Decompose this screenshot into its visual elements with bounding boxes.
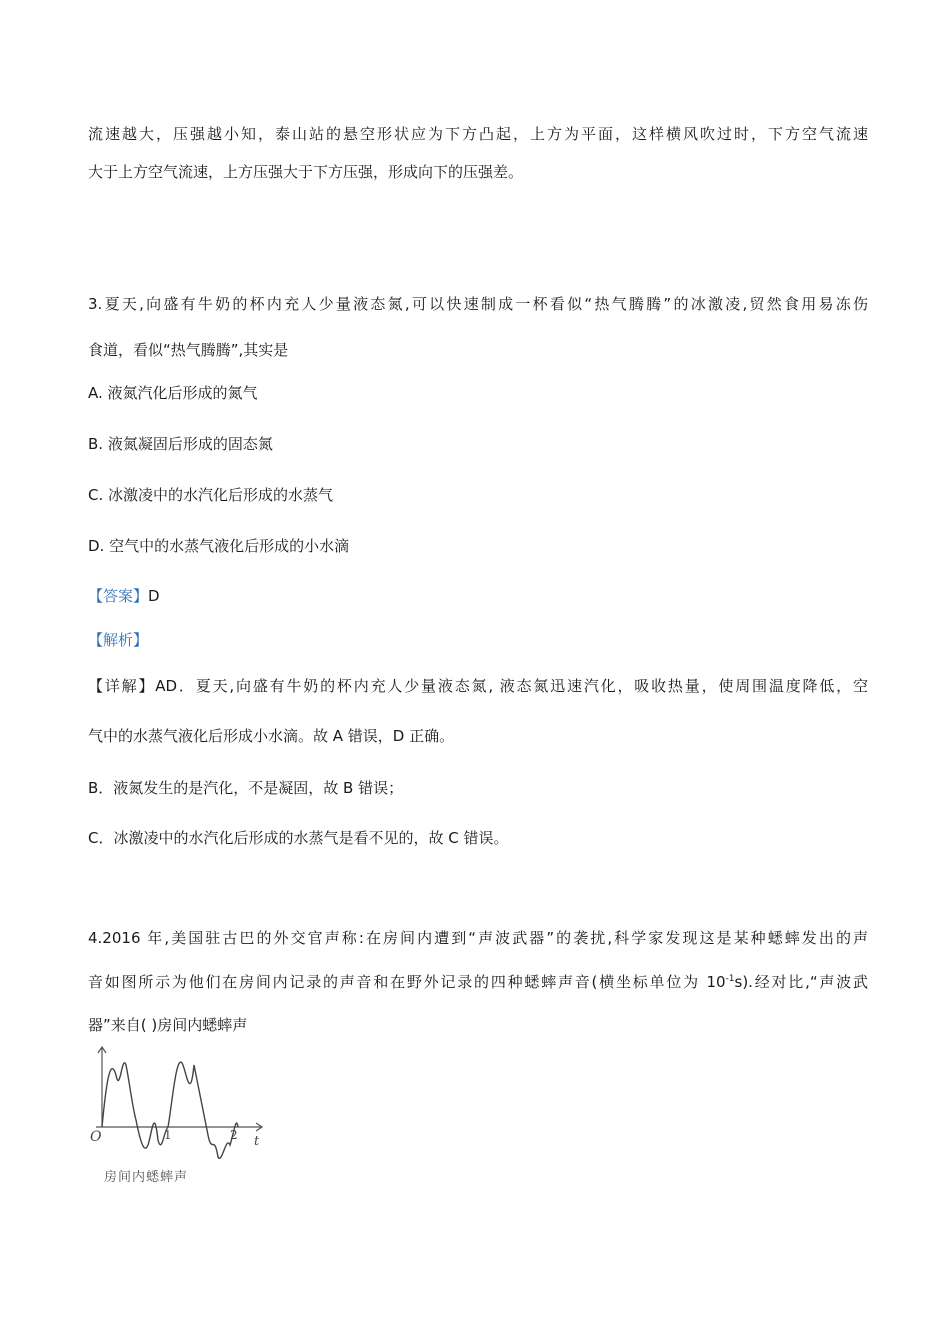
q3-option-c: C. 冰激凌中的水汽化后形成的水蒸气 xyxy=(88,486,334,504)
tick-label-1: 1 xyxy=(164,1128,172,1142)
q3-detail-line-1 xyxy=(88,676,868,696)
q3-stem-line-1: 3.夏天,向盛有牛奶的杯内充人少量液态氮,可以快速制成一杯看似“热气腾腾”的冰激凌,贸然食用易冻伤 xyxy=(88,295,868,313)
prev-answer-line-2: 大于上方空气流速，上方压强大于下方压强，形成向下的压强差。 xyxy=(88,163,524,181)
tick-label-2: 2 xyxy=(230,1128,238,1142)
detail-text-1: AD．夏天,向盛有牛奶的杯内充人少量液态氮, 液态氮迅速汽化，吸收热量，使周围温度降低，空 xyxy=(155,677,868,695)
q3-option-b: B. 液氮凝固后形成的固态氮 xyxy=(88,435,273,453)
origin-label: O xyxy=(90,1129,102,1145)
answer-tag: 【答案】 xyxy=(88,587,149,605)
q3-stem-line-2: 食道，看似“热气腾腾”,其实是 xyxy=(88,341,289,359)
analysis-tag: 【解析】 xyxy=(88,631,149,649)
q3-detail-line-4: C．冰激凌中的水汽化后形成的水蒸气是看不见的，故 C 错误。 xyxy=(88,829,509,847)
exponent: -1 xyxy=(725,974,735,984)
q4-stem-line-2-part-a: 音如图所示为他们在房间内记录的声音和在野外记录的四种蟋蟀声音(横坐标单位为 10 xyxy=(88,973,726,991)
axis-label-t: t xyxy=(254,1134,260,1149)
q4-stem-line-3: 器”来自( )房间内蟋蟀声 xyxy=(88,1016,248,1034)
q3-detail-line-2: 气中的水蒸气液化后形成小水滴。故 A 错误，D 正确。 xyxy=(88,727,455,745)
q3-answer xyxy=(88,586,868,606)
q3-option-a: A. 液氮汽化后形成的氮气 xyxy=(88,384,258,402)
answer-value: D xyxy=(148,587,160,605)
detail-tag: 【详解】 xyxy=(88,677,156,695)
q4-stem-line-1: 4.2016 年,美国驻古巴的外交官声称:在房间内遭到“声波武器”的袭扰,科学家发现这是某种蟋蟀发出的声 xyxy=(88,929,868,947)
waveform-line xyxy=(102,1062,238,1158)
q4-stem-line-2 xyxy=(88,972,868,992)
q4-stem-line-2-part-b: s).经对比,“声波武 xyxy=(734,973,868,991)
figure-caption: 房间内蟋蟀声 xyxy=(104,1170,189,1185)
q3-detail-line-3: B．液氮发生的是汽化，不是凝固，故 B 错误； xyxy=(88,779,404,797)
q3-analysis-heading xyxy=(88,630,868,650)
q3-option-d: D. 空气中的水蒸气液化后形成的小水滴 xyxy=(88,537,350,555)
prev-answer-line-1: 流速越大，压强越小知，泰山站的悬空形状应为下方凸起，上方为平面，这样横风吹过时，下方空气流速 xyxy=(88,125,868,143)
